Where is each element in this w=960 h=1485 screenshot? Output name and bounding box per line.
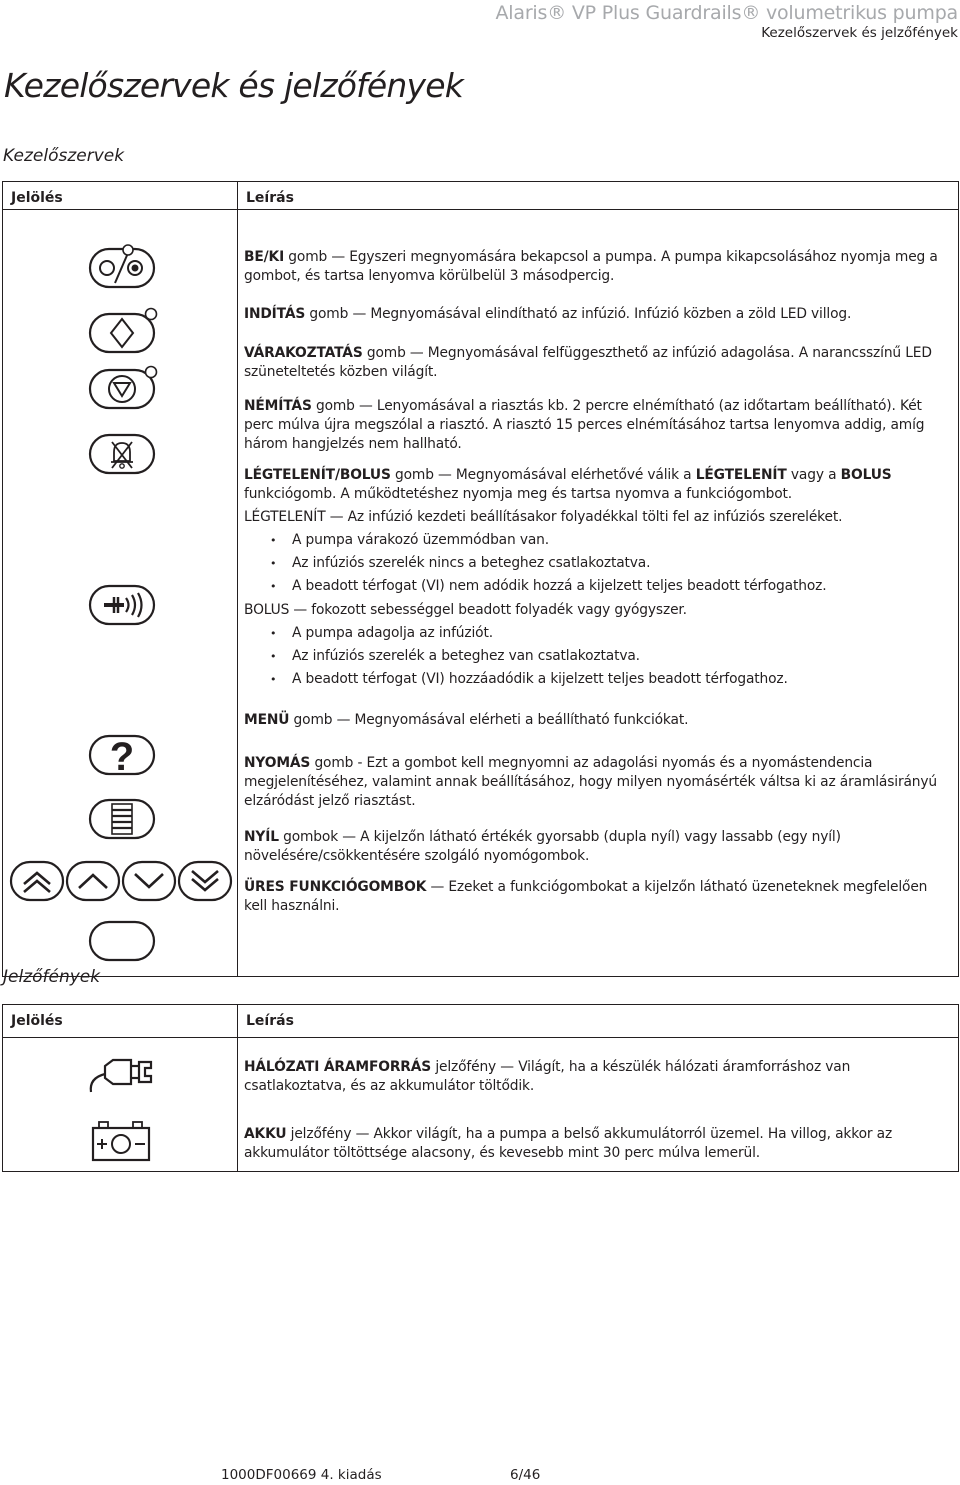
list-item: • A beadott térfogat (VI) nem adódik hozzá a kijelzett teljes beadott térfogathoz. — [244, 575, 952, 598]
prime-bolus-text3: funkciógomb. A működtetéshez nyomja meg és tartsa nyomva a funkciógombot. — [244, 486, 792, 502]
prime-line: LÉGTELENÍT — Az infúzió kezdeti beállításakor folyadékkal tölti fel az infúziós szereléket. — [244, 509, 843, 525]
bolus-label-inline: BOLUS — [840, 467, 892, 483]
menu-text: gomb — Megnyomásával elérheti a beállítható funkciókat. — [289, 712, 689, 728]
list-item: • A pumpa várakozó üzemmódban van. — [244, 529, 952, 552]
bolus-bullets — [244, 622, 952, 691]
pressure-text: gomb - Ezt a gombot kell megnyomni az adagolási nyomás és a nyomástendencia megjelenítéséhez, valamint annak beállításához, hogy milyen nyomásérték váltsa ki az áramlásirányú elzáródást jelző riasztást. — [244, 755, 937, 809]
prime-bolus-text2: vagy a — [786, 467, 841, 483]
header-product-name: Alaris® VP Plus Guardrails® volumetrikus pumpa — [495, 2, 958, 24]
controls-section-title: Kezelőszervek — [3, 146, 125, 166]
double-down-arrow-icon — [179, 862, 231, 900]
mains-text: jelzőfény — Világít, ha a készülék hálózati áramforráshoz van csatlakoztatva, és az akkumulátor töltődik. — [244, 1059, 851, 1094]
down-arrow-icon — [123, 862, 175, 900]
col-desc-header: Leírás — [238, 1005, 959, 1038]
mains-plug-icon — [83, 1046, 163, 1096]
indicators-symbol-cell — [3, 1038, 238, 1172]
prime-bolus-desc — [244, 466, 952, 691]
hold-desc — [244, 344, 952, 382]
silence-label: NÉMÍTÁS — [244, 398, 312, 414]
blank-desc — [244, 878, 952, 916]
battery-desc — [244, 1125, 952, 1163]
controls-table — [2, 181, 959, 977]
pressure-icon — [88, 796, 158, 842]
blank-text: — Ezeket a funkciógombokat a kijelzőn látható üzeneteknek megfelelően kell használni. — [244, 879, 928, 914]
menu-icon — [88, 732, 158, 778]
header-section-name: Kezelőszervek és jelzőfények — [761, 25, 958, 41]
up-arrow-icon — [67, 862, 119, 900]
double-up-arrow-icon — [11, 862, 63, 900]
indicators-body-row — [3, 1038, 959, 1172]
controls-header-row — [3, 182, 959, 210]
page-title: Kezelőszervek és jelzőfények — [4, 66, 464, 105]
menu-desc — [244, 711, 952, 730]
arrows-text: gombok — A kijelzőn látható értékék gyorsabb (dupla nyíl) vagy lassabb (egy nyíl) növelésére/csökkentésére szolgáló nyomógombok. — [244, 829, 841, 864]
start-icon — [88, 306, 160, 354]
arrow-icons — [9, 858, 234, 904]
pressure-desc — [244, 754, 952, 811]
controls-desc-cell — [238, 210, 959, 977]
prime-bolus-label: LÉGTELENÍT/BOLUS — [244, 467, 391, 483]
list-item: • A beadott térfogat (VI) hozzáadódik a kijelzett teljes beadott térfogathoz. — [244, 668, 952, 691]
list-item: • Az infúziós szerelék nincs a beteghez csatlakoztatva. — [244, 552, 952, 575]
silence-desc — [244, 397, 952, 454]
mains-desc — [244, 1058, 952, 1096]
battery-icon — [89, 1119, 159, 1165]
col-symbol-header: Jelölés — [3, 1005, 238, 1038]
arrows-desc — [244, 828, 952, 866]
controls-symbol-cell — [3, 210, 238, 977]
col-symbol-header: Jelölés — [3, 182, 238, 210]
bolus-line: BOLUS — fokozott sebességgel beadott folyadék vagy gyógyszer. — [244, 602, 687, 618]
battery-text: jelzőfény — Akkor világít, ha a pumpa a belső akkumulátorról üzemel. Ha villog, akkor az akkumulátor töltöttsége alacsony, és kevesebb mint 30 perc múlva lemerül. — [244, 1126, 893, 1161]
onoff-icon — [88, 243, 158, 293]
arrows-label: NYÍL — [244, 829, 279, 845]
onoff-text: gomb — Egyszeri megnyomására bekapcsol a pumpa. A pumpa kikapcsolásához nyomja meg a gombot, és tartsa lenyomva körülbelül 3 másodpercig. — [244, 249, 938, 284]
prime-bullets — [244, 529, 952, 598]
hold-text: gomb — Megnyomásával felfüggeszthető az infúzió adagolása. A narancsszínű LED szüneteltetés közben világít. — [244, 345, 932, 380]
pressure-label: NYOMÁS — [244, 755, 311, 771]
prime-bolus-text1: gomb — Megnyomásával elérhetővé válik a — [390, 467, 696, 483]
onoff-desc — [244, 248, 952, 286]
menu-label: MENÜ — [244, 712, 290, 728]
footer-doc-id: 1000DF00669 4. kiadás — [221, 1467, 382, 1483]
indicators-desc-cell — [238, 1038, 959, 1172]
silence-icon — [88, 431, 158, 477]
silence-text: gomb — Lenyomásával a riasztás kb. 2 percre elnémítható (az időtartam beállítható). Két perc múlva újra megszólal a riasztó. A riasztó 15 perces elnémításához tartsa lenyomva addig, amíg három hangjelzés nem hallható. — [244, 398, 925, 452]
start-label: INDÍTÁS — [244, 306, 306, 322]
controls-body-row — [3, 210, 959, 977]
prime-bolus-icon — [88, 582, 158, 628]
indicators-section-title: Jelzőfények — [3, 967, 101, 987]
indicators-header-row — [3, 1005, 959, 1038]
hold-label: VÁRAKOZTATÁS — [244, 345, 363, 361]
start-desc — [244, 305, 952, 324]
col-desc-header: Leírás — [238, 182, 959, 210]
svg-text:?: ? — [109, 735, 135, 778]
indicators-table — [2, 1004, 959, 1172]
list-item: • A pumpa adagolja az infúziót. — [244, 622, 952, 645]
blank-label: ÜRES FUNKCIÓGOMBOK — [244, 879, 427, 895]
mains-label: HÁLÓZATI ÁRAMFORRÁS — [244, 1059, 432, 1075]
start-text: gomb — Megnyomásával elindítható az infúzió. Infúzió közben a zöld LED villog. — [305, 306, 852, 322]
footer-page-number: 6/46 — [510, 1467, 541, 1483]
list-item: • Az infúziós szerelék a beteghez van csatlakoztatva. — [244, 645, 952, 668]
prime-label-inline: LÉGTELENÍT — [695, 467, 787, 483]
battery-label: AKKU — [244, 1126, 287, 1142]
onoff-label: BE/KI — [244, 249, 285, 265]
hold-icon — [88, 362, 160, 412]
blank-softkey-icon — [88, 918, 158, 964]
